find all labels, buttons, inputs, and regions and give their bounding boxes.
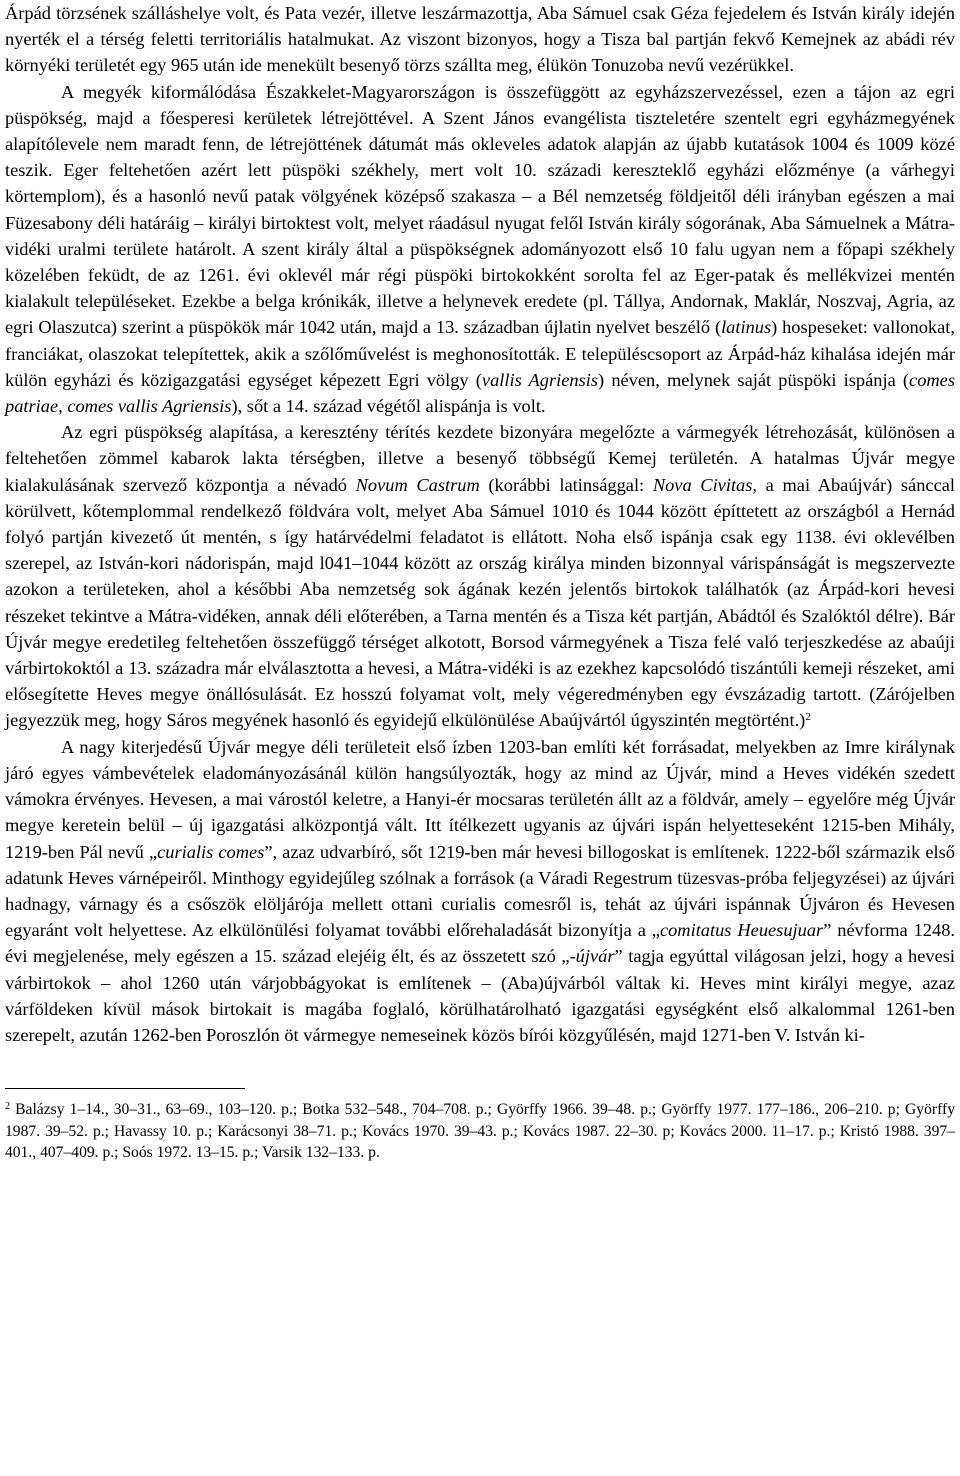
footnote-reference[interactable]: 2 bbox=[805, 711, 811, 724]
footnote bbox=[5, 1099, 955, 1164]
main-text bbox=[5, 0, 955, 1048]
footnote-separator bbox=[5, 1088, 245, 1089]
paragraph-4-italic-comitatus: comitatus Heuesujuar bbox=[659, 920, 824, 941]
paragraph-3-italic-nova-civitas: Nova Civitas bbox=[652, 474, 753, 495]
paragraph-2-italic-comes: comes patriae, comes vallis Agriensis bbox=[5, 369, 955, 417]
paragraph-4-run-3: ”, azaz udvarbíró, sőt 1219-ben már hevesi billogoskat is említenek. 1222-ből származik első adatunk Heves várnépeiről. Minthogy egyidejűleg szólnak a források (a Váradi Regestrum tüzesvas-próba feljegyzései) az újvári hadnagy, várnagy és a csőszök elöljárója mellett ottani curialis comesről is, tehát az újvári ispánnak Újváron és Hevesen egyaránt volt helyettese. Az elkülönülési folyamat további előrehaladását bizonyítja a „ bbox=[5, 841, 955, 941]
footnote-number: 2 bbox=[5, 1101, 10, 1113]
paragraph-2-run-3: ) hospeseket: vallonokat, franciákat, olaszokat telepítettek, akik a szőlőművelést is meghonosították. E településcsoport az Árpád-ház kihalása idején már külön egyházi és közigazgatási egységet képezett Egri völgy ( bbox=[5, 317, 955, 390]
paragraph-3 bbox=[5, 419, 955, 733]
paragraph-4-run-1: A nagy kiterjedésű Újvár megye déli területeit első ízben 1203-ban említi két forrásadat, melyekben az Imre királynak járó egyes vámbevételek eladományozásánál külön hangsúlyozták, hogy az mind az Újvár, mind a Heves vidékén szedett vámokra érvényes. Hevesen, a mai várostól keletre, a Hanyi-ér mocsaras területén állt az a földvár, amely – egyelőre még Újvár megye keretein belül – új igazgatási alközpontjá vált. Itt ítélkezett ugyanis az újvári ispán helyetteseként 1215-ben Mihály, 1219-ben Pál nevű „ bbox=[5, 736, 955, 862]
paragraph-4-italic-ujvar: -újvár bbox=[569, 946, 615, 967]
paragraph-2-italic-vallis: vallis Agriensis bbox=[481, 369, 599, 390]
paragraph-2-italic-latinus: latinus bbox=[721, 317, 772, 338]
paragraph-3-run-3: (korábbi latinsággal: bbox=[479, 474, 653, 495]
paragraph-3-run-1: Az egri püspökség alapítása, a keresztény térítés kezdete bizonyára megelőzte a vármegyék létrehozását, különösen a feltehetően zömmel kabarok lakta térségben, illetve a besenyő többségű Kemej területén. A hatalmas Újvár megye kialakulásának szervező központja a névadó bbox=[5, 422, 955, 495]
paragraph-2-run-7: ), sőt a 14. század végétől alispánja is volt. bbox=[231, 396, 546, 417]
paragraph-4 bbox=[5, 734, 955, 1048]
document-page bbox=[5, 0, 955, 1164]
paragraph-1-run-1: Árpád törzsének szálláshelye volt, és Pata vezér, illetve leszármazottja, Aba Sámuel csak Géza fejedelem és István király idején nyerték el a térség feletti territoriális hatalmukat. Az viszont bizonyos, hogy a Tisza bal partján fekvő Kemejnek az abádi rév környéki területét egy 965 után ide menekült besenyő törzs szállta meg, élükön Tonuzoba nevű vezérükkel. bbox=[5, 3, 955, 76]
paragraph-2-run-1: A megyék kiformálódása Északkelet-Magyarországon is összefüggött az egyházszervezéssel, ezen a tájon az egri püspökség, majd a főesperesi kerületek létrejöttével. A Szent János evangélista tiszteletére szentelt egri egyházmegyének alapítólevele nem maradt fenn, de létrejöttének dátumát más okleveles adatok alapján az újabb kutatások 1004 és 1009 közé teszik. Eger feltehetően azért lett püspöki székhely, mert volt 10. századi kereszteklő egyházi előzménye (a várhegyi körtemplom), és a hasonló nevű patak völgyének középső szakasza – a Bél nemzetség földjeitől déli irányban egészen a mai Füzesabony déli határáig – királyi birtoktest volt, melyet ráadásul nyugat felől István király sógorának, Aba Sámuelnek a Mátra-vidéki uralmi területe határolt. A szent király által a püspökségnek adományozott első 10 falu ugyan nem a főpapi székhely közelében feküdt, de az 1261. évi oklevél már régi püspöki birtokokként sorolta fel az Eger-patak és mellékvizei mentén kialakult településeket. Ezekbe a belga krónikák, illetve a helynevek eredete (pl. Tállya, Andornak, Maklár, Noszvaj, Agria, az egri Olaszutca) szerint a püspökök már 1042 után, majd a 13. században újlatin nyelvet beszélő ( bbox=[5, 81, 955, 338]
paragraph-2-run-5: ) néven, melynek saját püspöki ispánja ( bbox=[598, 369, 910, 390]
paragraph-4-italic-curialis: curialis comes bbox=[157, 841, 265, 862]
paragraph-2 bbox=[5, 79, 955, 420]
paragraph-4-run-5: ” névforma 1248. évi megjelenése, mely egészen a 15. század elejéig élt, és az összetett szó „ bbox=[5, 920, 955, 967]
footnote-text: Balázsy 1–14., 30–31., 63–69., 103–120. p.; Botka 532–548., 704–708. p.; Györffy 1966. 39–48. p.; Györffy 1977. 177–186., 206–210. p; Györffy 1987. 39–52. p.; Havassy 10. p.; Karácsonyi 38–71. p.; Kovács 1970. 39–43. p.; Kovács 1987. 22–30. p; Kovács 2000. 11–17. p.; Kristó 1988. 397–401., 407–409. p.; Soós 1972. 13–15. p.; Varsik 132–133. p. bbox=[5, 1101, 955, 1162]
paragraph-4-run-7: ” tagja egyúttal világosan jelzi, hogy a hevesi várbirtokok – ahol 1260 után várjobbágyokat is említenek – (Aba)újvárból váltak ki. Heves mint királyi megye, azaz várföldeken kívül mások birtokait is magába foglaló, körülhatárolható igazgatási egységként első alkalommal 1261-ben szerepelt, azután 1262-ben Poroszlón öt vármegye nemeseinek közös bírói közgyűlésén, majd 1271-ben V. István ki- bbox=[5, 946, 955, 1045]
paragraph-3-italic-novum-castrum: Novum Castrum bbox=[355, 474, 480, 495]
paragraph-3-run-5: , a mai Abaújvár) sánccal körülvett, kőtemplommal rendelkező földvára volt, melyet Aba Sámuel 1010 és 1044 között építtetett az országból a Hernád folyó partján kivezető út mentén, s így határvédelmi feladatot is ellátott. Noha első ispánja csak egy 1138. évi oklevélben szerepel, az István-kori nádorispán, majd l041–1044 között az ország királya minden bizonnyal várispánságát is megszervezte azokon a területeken, ahol a későbbi Aba nemzetség sok ágának kezén jelentős birtokok találhatók (az Árpád-kori hevesi részeket tekintve a Mátra-vidéken, annak déli előterében, a Tarna mentén és a Tisza két partján, Abádtól és Szalóktól délre). Bár Újvár megye eredetileg feltehetően összefüggő térséget alkotott, Borsod vármegyének a Tisza felé való terjeszkedése az abaúji várbirtokoktól a 13. századra már elválasztotta a hevesi, a Mátra-vidéki is az ezekhez kapcsolódó tiszántúli kemeji részeket, ami elősegítette Heves megye önállósulását. Ez hosszú folyamat volt, mely végeredményben egy évszázadig tartott. (Zárójelben jegyezzük meg, hogy Sáros megyének hasonló és egyidejű elkülönülése Abaújvártól úgyszintén megtörtént.) bbox=[5, 474, 956, 731]
paragraph-1 bbox=[5, 0, 955, 79]
